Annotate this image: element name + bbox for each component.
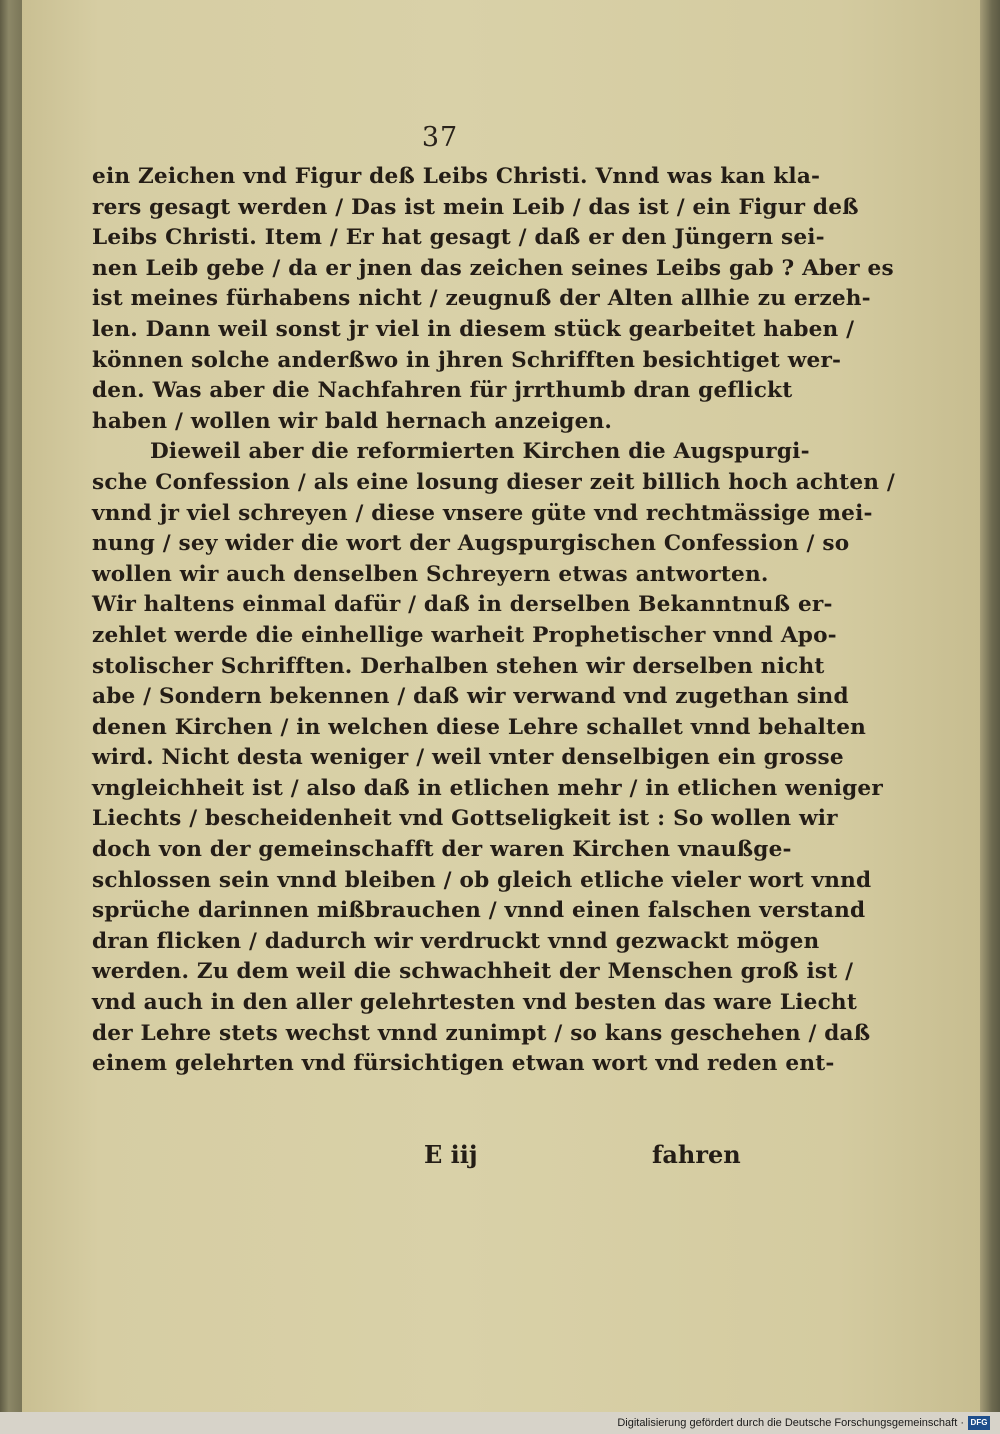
text-line: einem gelehrten vnd fürsichtigen etwan wort vnd reden ent- [92, 1051, 835, 1077]
text-line: ist meines fürhabens nicht / zeugnuß der Alten allhie zu erzeh- [92, 286, 871, 312]
text-line: werden. Zu dem weil die schwachheit der Menschen groß ist / [92, 959, 854, 985]
text-line: Liechts / bescheidenheit vnd Gottseligkeit ist : So wollen wir [92, 806, 838, 832]
text-line: wird. Nicht desta weniger / weil vnter denselbigen ein grosse [92, 745, 844, 771]
page-number: 37 [421, 122, 459, 153]
text-line: vnnd jr viel schreyen / diese vnsere güte vnd rechtmässige mei- [92, 500, 873, 526]
text-line: zehlet werde die einhellige warheit Prophetischer vnnd Apo- [92, 622, 837, 648]
text-line: schlossen sein vnnd bleiben / ob gleich etliche vieler wort vnnd [92, 867, 872, 893]
text-line: sche Confession / als eine losung dieser zeit billich hoch achten / [92, 469, 895, 495]
text-line: dran flicken / dadurch wir verdruckt vnnd gezwackt mögen [92, 928, 820, 954]
text-line: abe / Sondern bekennen / daß wir verwand vnd zugethan sind [92, 684, 849, 710]
text-line: vngleichheit ist / also daß in etlichen mehr / in etlichen weniger [92, 775, 883, 801]
text-line: len. Dann weil sonst jr viel in diesem stück gearbeitet haben / [92, 316, 855, 342]
text-line: Leibs Christi. Item / Er hat gesagt / daß er den Jüngern sei- [92, 225, 825, 251]
text-line: vnd auch in den aller gelehrtesten vnd besten das ware Liecht [92, 990, 857, 1016]
text-line: wollen wir auch denselben Schreyern etwas antworten. [92, 561, 769, 587]
text-line-paragraph-start: Dieweil aber die reformierten Kirchen die Augspurgi- [150, 439, 810, 465]
text-line: nung / sey wider die wort der Augspurgischen Confession / so [92, 531, 850, 557]
signature-mark: E iij [424, 1140, 478, 1169]
dfg-logo-icon[interactable]: DFG [968, 1416, 990, 1430]
book-spine [0, 0, 22, 1412]
text-line: haben / wollen wir bald hernach anzeigen. [92, 408, 613, 434]
text-line: Wir haltens einmal dafür / daß in derselben Bekanntnuß er- [92, 592, 833, 618]
text-line: können solche anderßwo in jhren Schrifften besichtiget wer- [92, 347, 842, 373]
footer-credit: Digitalisierung gefördert durch die Deutsche Forschungsgemeinschaft · [617, 1417, 964, 1429]
text-line: nen Leib gebe / da er jnen das zeichen seines Leibs gab ? Aber es [92, 255, 894, 281]
text-line: rers gesagt werden / Das ist mein Leib / das ist / ein Figur deß [92, 194, 859, 220]
text-line: doch von der gemeinschafft der waren Kirchen vnaußge- [92, 837, 792, 863]
text-line: den. Was aber die Nachfahren für jrrthumb dran geflickt [92, 378, 793, 404]
text-line: stolischer Schrifften. Derhalben stehen wir derselben nicht [92, 653, 825, 679]
text-line: sprüche darinnen mißbrauchen / vnnd einen falschen verstand [92, 898, 866, 924]
page-fore-edge [980, 0, 1000, 1412]
text-line: ein Zeichen vnd Figur deß Leibs Christi. Vnnd was kan kla- [92, 164, 821, 189]
text-line: denen Kirchen / in welchen diese Lehre schallet vnnd behalten [92, 714, 867, 740]
catchword: fahren [652, 1140, 741, 1169]
text-line: der Lehre stets wechst vnnd zunimpt / so kans geschehen / daß [92, 1020, 871, 1046]
text-block [92, 162, 895, 1080]
